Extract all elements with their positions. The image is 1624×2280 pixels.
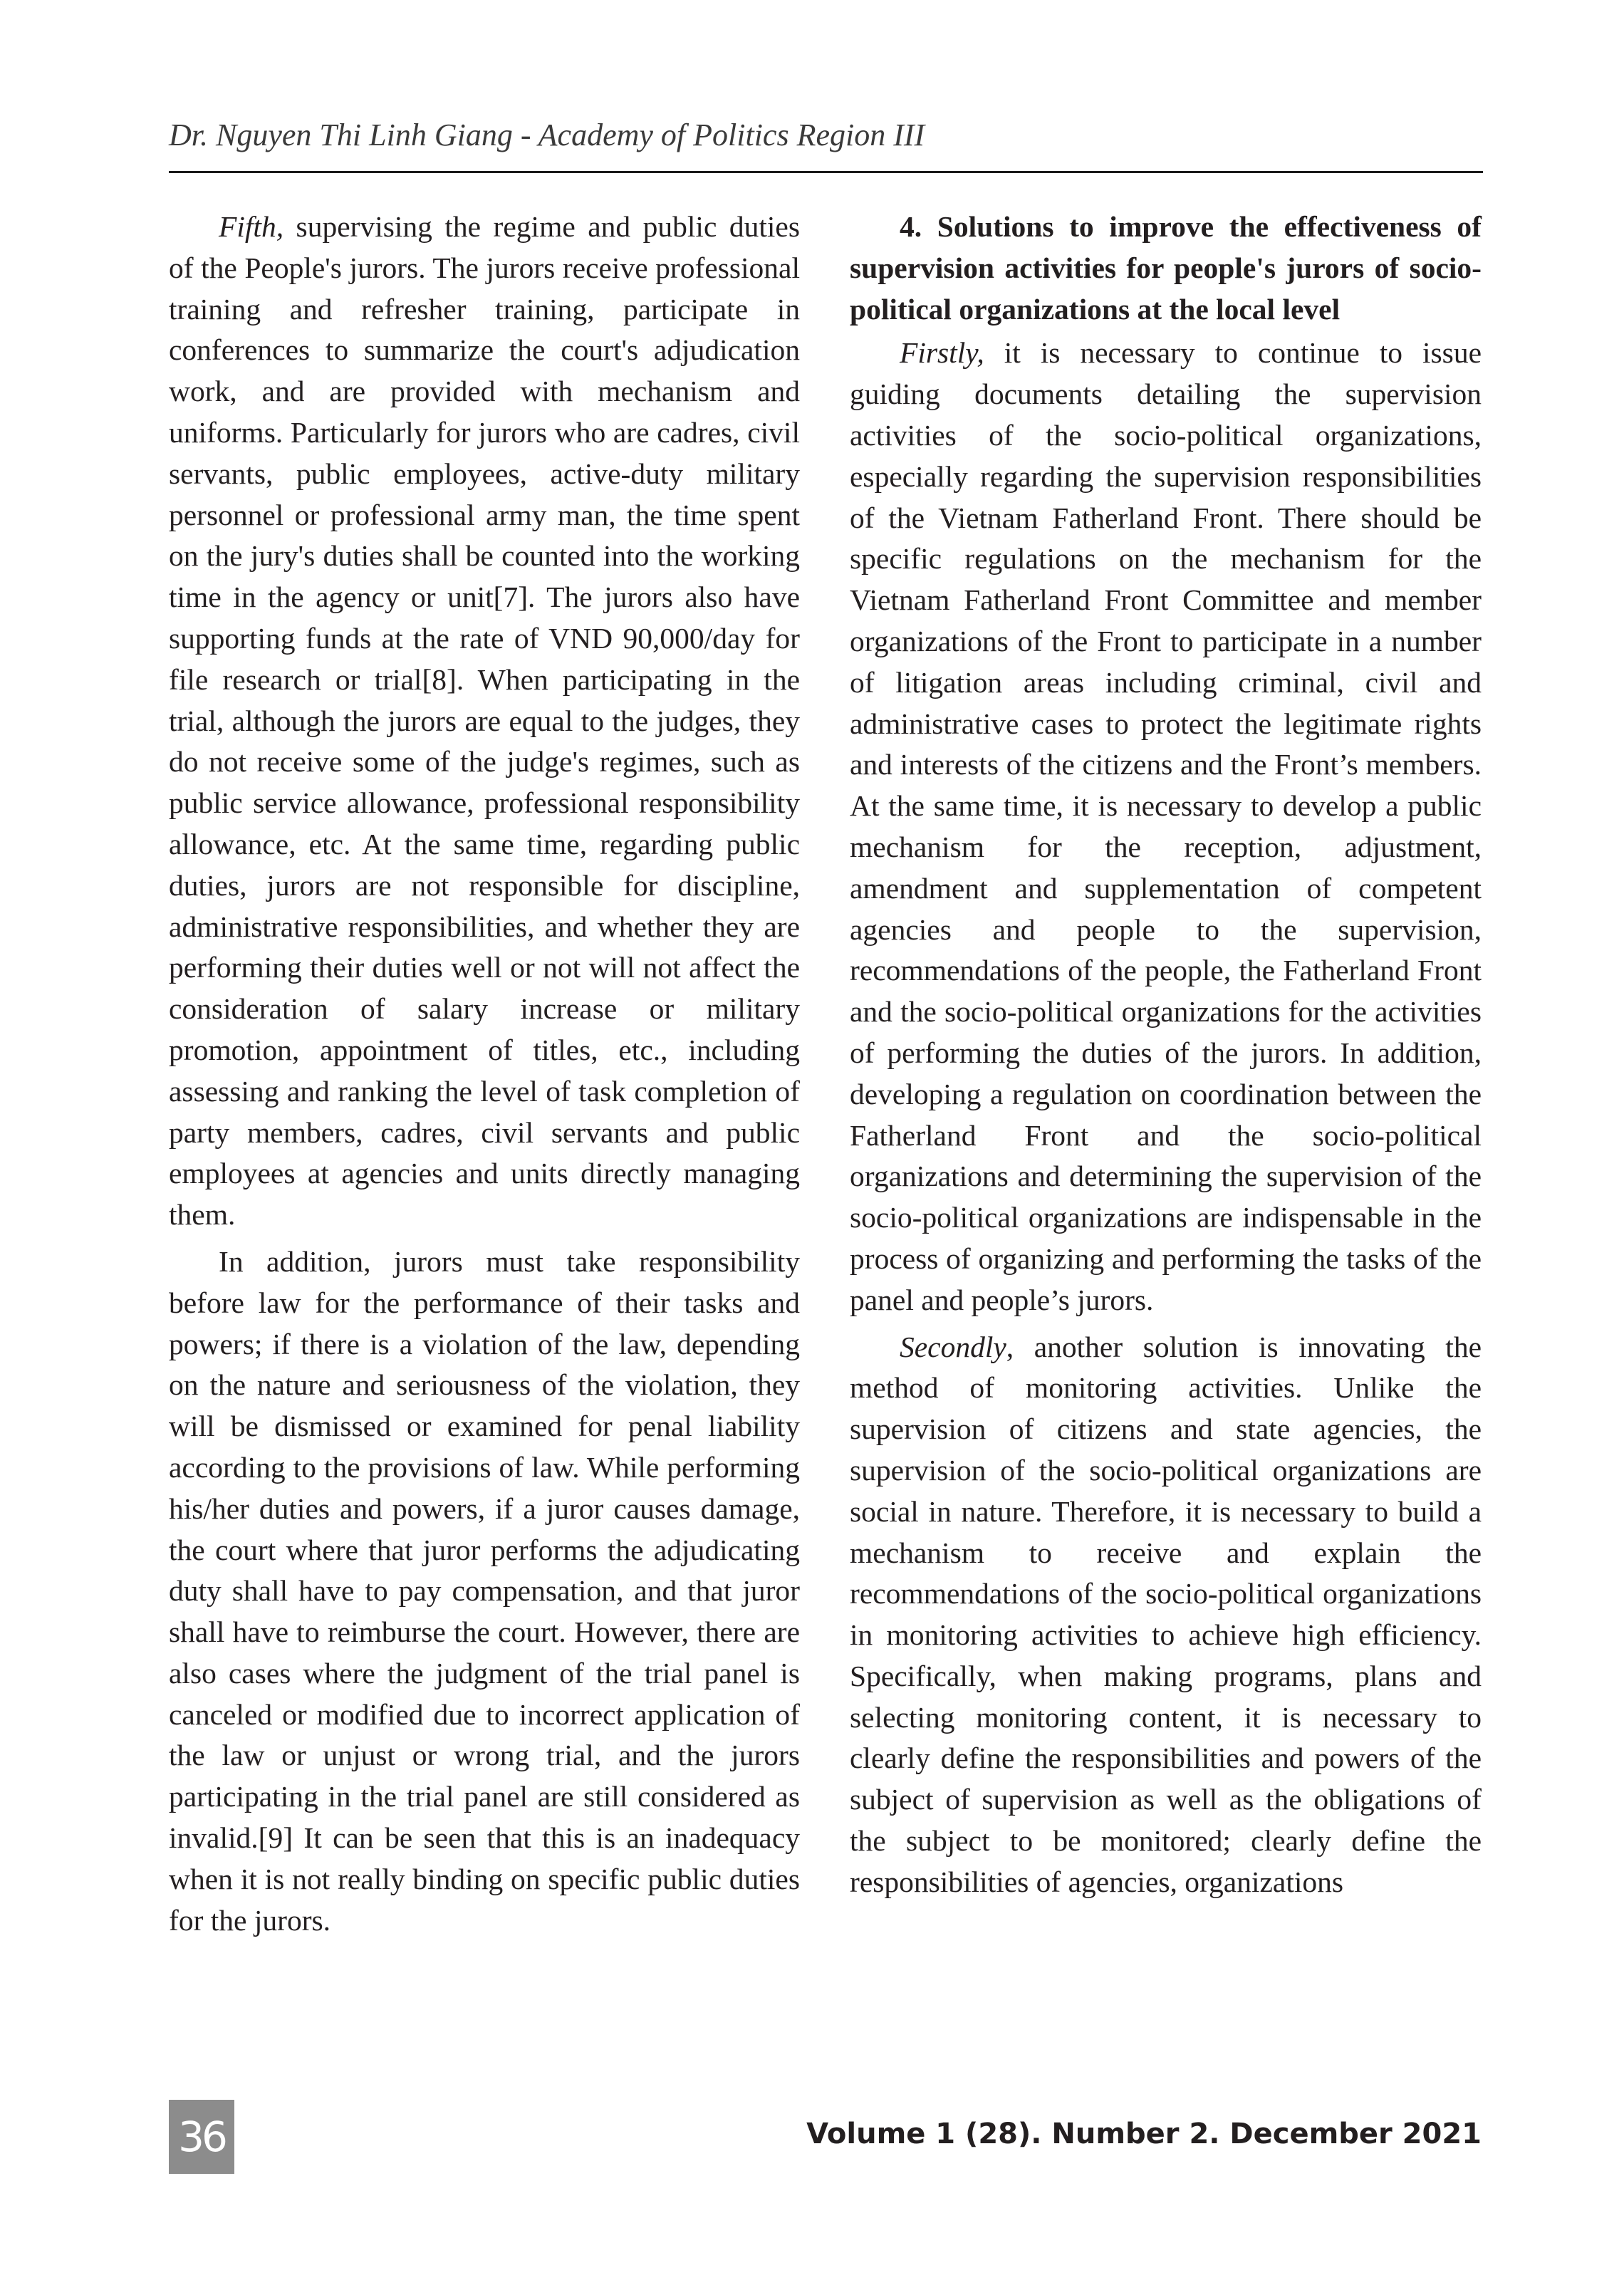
section-heading: 4. Solutions to improve the effectiveness of supervision activities for people's jurors of socio-political organizations at the local level [850,210,1482,326]
paragraph-body: it is necessary to continue to issue guiding documents detailing the supervision activities of the socio-political organizations, especially regarding the supervision responsibilities of the Vietnam Fatherland Front. There should be specific regulations on the mechanism for the Vietnam Fatherland Front Committee and member organizations of the Front to participate in a number of litigation areas including criminal, civil and administrative cases to protect the legitimate rights and interests of the citizens and the Front’s members. At the same time, it is necessary to develop a public mechanism for the reception, adjustment, amendment and supplementation of competent agencies and people to the supervision, recommendations of the people, the Fatherland Front and the socio-political organizations for the activities of performing the duties of the jurors. In addition, developing a regulation on coordination between the Fatherland Front and the socio-political organizations and determining the supervision of the socio-political organizations are indispensable in the process of organizing and performing the tasks of the panel and people’s jurors. [850,336,1482,1316]
volume-info: Volume 1 (28). Number 2. December 2021 [806,2118,1482,2150]
paragraph-secondly [850,1327,1482,1903]
paragraph-body: supervising the regime and public duties of the People's jurors. The jurors receive professional training and refresher training, participate in conferences to summarize the court's adjudication work, and are provided with mechanism and uniforms. Particularly for jurors who are cadres, civil servants, public employees, active-duty military personnel or professional army man, the time spent on the jury's duties shall be counted into the working time in the agency or unit[7]. The jurors also have supporting funds at the rate of VND 90,000/day for file research or trial[8]. When participating in the trial, although the jurors are equal to the judges, they do not receive some of the judge's regimes, such as public service allowance, professional responsibility allowance, etc. At the same time, regarding public duties, jurors are not responsible for discipline, administrative responsibilities, and whether they are performing their duties well or not will not affect the consideration of salary increase or military promotion, appointment of titles, etc., including assessing and ranking the level of task completion of party members, cadres, civil servants and public employees at agencies and units directly managing them. [169,210,800,1232]
page-number: 36 [169,2100,234,2174]
header-divider [169,171,1483,173]
right-column [850,207,1482,1903]
paragraph-firstly [850,333,1482,1321]
paragraph-body: , another solution is innovating the method of monitoring activities. Unlike the supervision of citizens and state agencies, the supervision of the socio-political organizations are social in nature. Therefore, it is necessary to build a mechanism to receive and explain the recommendations of the socio-political organizations in monitoring activities to achieve high efficiency. Specifically, when making programs, plans and selecting monitoring content, it is necessary to clearly define the responsibilities and powers of the subject of supervision as well as the obligations of the subject to be monitored; clearly define the responsibilities of agencies, organizations [850,1330,1482,1898]
paragraph-fifth [169,207,800,1236]
paragraph-lead: Firstly, [900,336,984,370]
paragraph-lead: Fifth, [219,210,284,243]
running-header: Dr. Nguyen Thi Linh Giang - Academy of Politics Region III [169,118,925,152]
paragraph-in-addition: In addition, jurors must take responsibility before law for the performance of their tasks and powers; if there is a violation of the law, depending on the nature and seriousness of the violation, they will be dismissed or examined for penal liability according to the provisions of law. While performing his/her duties and powers, if a juror causes damage, the court where that juror performs the adjudicating duty shall have to pay compensation, and that juror shall have to reimburse the court. However, there are also cases where the judgment of the trial panel is canceled or modified due to incorrect application of the law or unjust or wrong trial, and the jurors participating in the trial panel are still considered as invalid.[9] It can be seen that this is an inadequacy when it is not really binding on specific public duties for the jurors. [169,1244,800,1937]
paragraph-lead: Secondly [900,1330,1006,1363]
left-column [169,207,800,1941]
